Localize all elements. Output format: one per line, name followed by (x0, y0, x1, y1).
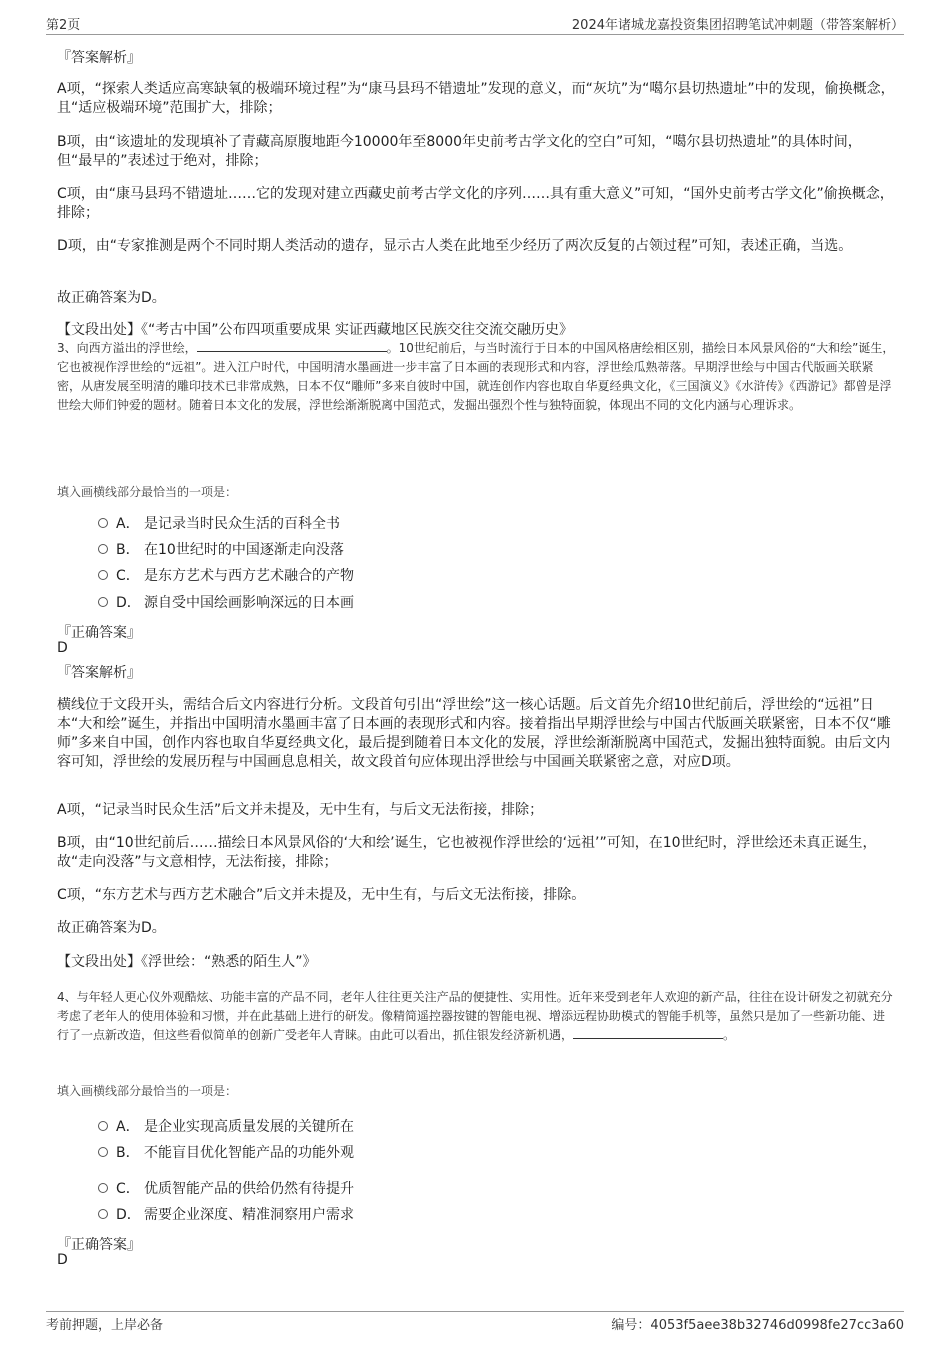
q3-stem-after: 。10世纪前后，与当时流行于日本的中国风格唐绘相区别，描绘日本风景风俗的“大和绘”诞生，它也被视作浮世绘的“远祖”。进入江户时代，中国明清水墨画进一步丰富了日本画的表现形式和内容，浮世绘瓜熟蒂落。早期浮世绘与中国古代版画关联紧密，从唐发展至明清的雕印技术已非常成熟，日本不仅“雕师”多来自彼时中国，就连创作内容也取自华夏经典文化，《三国演义》《水浒传》《西游记》都曾是浮世绘大师们钟爱的题材。随着日本文化的发展，浮世绘渐渐脱离中国范式，发掘出强烈个性与独特面貌，体现出不同的文化内涵与心理诉求。 (57, 341, 895, 412)
q3-prompt: 填入画横线部分最恰当的一项是： (57, 485, 238, 499)
document-id: 编号：4053f5aee38b32746d0998fe27cc3a60 (611, 1318, 904, 1333)
q3-answer-label: 『正确答案』 (57, 625, 141, 641)
q3-option-d[interactable]: D． 源自受中国绘画影响深远的日本画 (98, 593, 354, 613)
q2-analysis-b: B项，由“该遗址的发现填补了青藏高原腹地距今10000年至8000年史前考古学文化的空白”可知，“噶尔县切热遗址”的具体时间，但“最早的”表述过于绝对，排除； (57, 134, 862, 169)
page-footer (46, 1311, 904, 1334)
radio-icon[interactable] (98, 1183, 108, 1193)
q4-prompt: 填入画横线部分最恰当的一项是： (57, 1084, 238, 1098)
q4-answer-label: 『正确答案』 (57, 1237, 141, 1253)
page-header (46, 12, 904, 35)
radio-icon[interactable] (98, 597, 108, 607)
q4-answer: D (57, 1252, 68, 1268)
page-number: 第2页 (46, 18, 81, 33)
q3-analysis-b: B项，由“10世纪前后……描绘日本风景风俗的‘大和绘’诞生，它也被视作浮世绘的‘远祖’”可知，在10世纪时，浮世绘还未真正诞生，故“走向没落”与文意相悖，无法衔接，排除； (57, 835, 877, 870)
q3-answer: D (57, 640, 68, 656)
q3-stem-before: 3、向西方溢出的浮世绘， (57, 341, 197, 355)
q3-analysis-label: 『答案解析』 (57, 665, 141, 681)
q2-conclusion: 故正确答案为D。 (57, 290, 166, 306)
q4-stem-end: 。 (723, 1028, 736, 1042)
radio-icon[interactable] (98, 518, 108, 528)
radio-icon[interactable] (98, 1121, 108, 1131)
q4-option-c[interactable]: C． 优质智能产品的供给仍然有待提升 (98, 1179, 354, 1199)
radio-icon[interactable] (98, 544, 108, 554)
q3-analysis: 横线位于文段开头，需结合后文内容进行分析。文段首句引出“浮世绘”这一核心话题。后文首先介绍10世纪前后，浮世绘的“远祖”日本“大和绘”诞生，并指出中国明清水墨画丰富了日本画的表现形式和内容。接着指出早期浮世绘与中国古代版画关联紧密，日本不仅“雕师”多来自中国，创作内容也取自华夏经典文化，最后提到随着日本文化的发展，浮世绘渐渐脱离中国范式，发掘出独特面貌。由后文内容可知，浮世绘的发展历程与中国画息息相关，故文段首句应体现出浮世绘与中国画关联紧密之意，对应D项。 (57, 697, 891, 770)
radio-icon[interactable] (98, 1209, 108, 1219)
footer-slogan: 考前押题，上岸必备 (46, 1318, 164, 1333)
q2-source: 【文段出处】《“考古中国”公布四项重要成果 实证西藏地区民族交往交流交融历史》 (57, 322, 573, 338)
q2-analysis-a: A项，“探索人类适应高寒缺氧的极端环境过程”为“康马县玛不错遗址”发现的意义，而“灰坑”为“噶尔县切热遗址”中的发现，偷换概念，且“适应极端环境”范围扩大，排除； (57, 81, 895, 116)
q3-stem (57, 339, 895, 415)
q4-option-a[interactable]: A． 是企业实现高质量发展的关键所在 (98, 1117, 354, 1137)
q4-stem-text: 4、与年轻人更心仪外观酷炫、功能丰富的产品不同，老年人往往更关注产品的便捷性、实用性。近年来受到老年人欢迎的新产品，往往在设计研发之初就充分考虑了老年人的使用体验和习惯，并在此基础上进行的研发。像精简遥控器按键的智能电视、增添远程协助模式的智能手机等，虽然只是加了一些新功能、进行了一点新改造，但这些看似简单的创新广受老年人青睐。由此可以看出，抓住银发经济新机遇， (57, 990, 893, 1042)
radio-icon[interactable] (98, 570, 108, 580)
q3-option-c[interactable]: C． 是东方艺术与西方艺术融合的产物 (98, 566, 354, 586)
q4-fill-blank (573, 1026, 723, 1039)
q2-analysis-c: C项，由“康马县玛不错遗址……它的发现对建立西藏史前考古学文化的序列……具有重大意义”可知，“国外史前考古学文化”偷换概念，排除； (57, 186, 894, 221)
q4-option-b[interactable]: B． 不能盲目优化智能产品的功能外观 (98, 1143, 354, 1163)
document-title: 2024年诸城龙嘉投资集团招聘笔试冲刺题（带答案解析） (571, 18, 904, 33)
radio-icon[interactable] (98, 1147, 108, 1157)
q3-fill-blank (197, 339, 387, 352)
q4-stem (57, 988, 895, 1045)
q2-analysis-label: 『答案解析』 (57, 50, 141, 66)
q3-option-a[interactable]: A． 是记录当时民众生活的百科全书 (98, 514, 340, 534)
q3-analysis-a: A项，“记录当时民众生活”后文并未提及，无中生有，与后文无法衔接，排除； (57, 802, 544, 818)
q2-analysis-d: D项，由“专家推测是两个不同时期人类活动的遗存，显示古人类在此地至少经历了两次反复的占领过程”可知，表述正确，当选。 (57, 238, 853, 254)
q4-option-d[interactable]: D． 需要企业深度、精准洞察用户需求 (98, 1205, 354, 1225)
q3-analysis-c: C项，“东方艺术与西方艺术融合”后文并未提及，无中生有，与后文无法衔接，排除。 (57, 887, 586, 903)
q3-source: 【文段出处】《浮世绘：“熟悉的陌生人”》 (57, 954, 317, 970)
q3-option-b[interactable]: B． 在10世纪时的中国逐渐走向没落 (98, 540, 344, 560)
q3-conclusion: 故正确答案为D。 (57, 920, 166, 936)
